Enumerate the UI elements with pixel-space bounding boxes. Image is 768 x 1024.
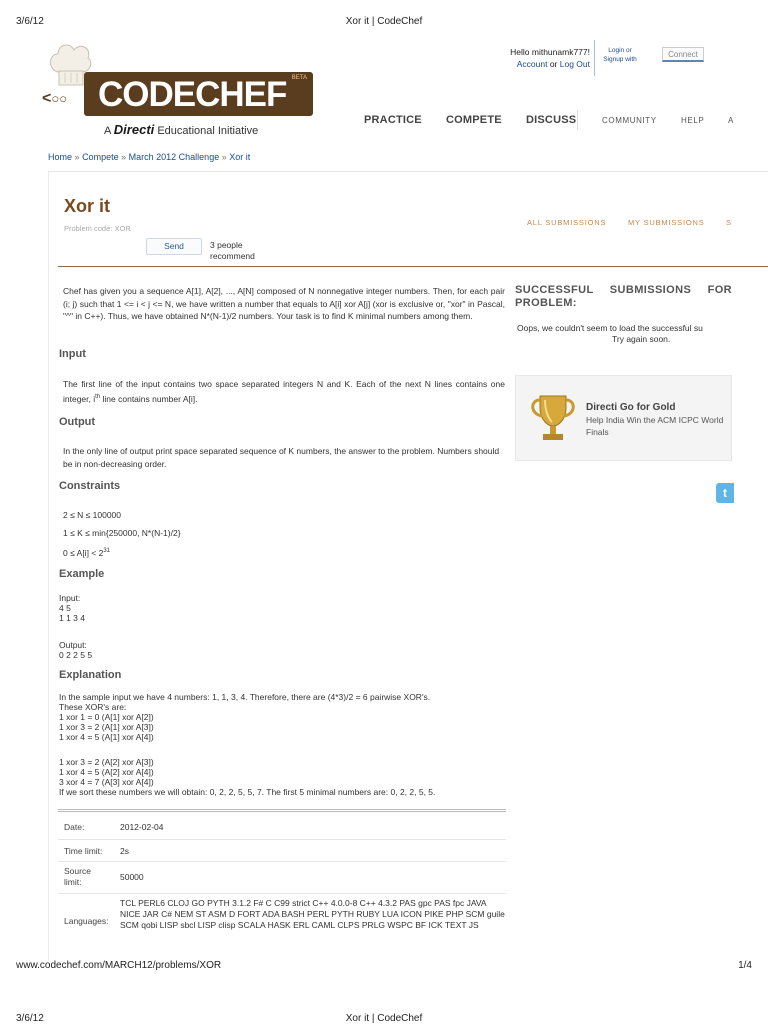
print-url: www.codechef.com/MARCH12/problems/XOR xyxy=(16,960,222,971)
time-limit-label: Time limit: xyxy=(64,846,103,856)
breadcrumb xyxy=(48,152,250,162)
date-value: 2012-02-04 xyxy=(120,822,164,832)
breadcrumb-contest[interactable]: March 2012 Challenge xyxy=(128,152,220,162)
problem-code: Problem code: XOR xyxy=(64,224,131,233)
tab-all-submissions[interactable]: ALL SUBMISSIONS xyxy=(527,218,607,227)
output-text: In the only line of output print space separated sequence of K numbers, the answer to the problem. Numbers should be in non-decreasing order. xyxy=(63,446,500,469)
successful-submissions-heading: SUCCESSFUL SUBMISSIONS FOR xyxy=(515,284,732,296)
explanation-heading: Explanation xyxy=(59,669,122,681)
connect-button[interactable]: Connect xyxy=(662,47,704,62)
info-row-source xyxy=(58,862,506,894)
gold-subtitle: Help India Win the ACM ICPC World Finals xyxy=(586,415,724,437)
logo-tagline xyxy=(104,122,258,137)
logo-text: CODECHEF xyxy=(98,75,287,114)
nav-practice[interactable]: PRACTICE xyxy=(364,114,422,126)
source-limit-value: 50000 xyxy=(120,872,144,882)
logout-link[interactable]: Log Out xyxy=(559,59,590,69)
tagline-suffix: Educational Initiative xyxy=(157,125,259,137)
successful-submissions-heading-2: PROBLEM: xyxy=(515,297,577,309)
logo-banner xyxy=(84,72,313,116)
load-error-message: Oops, we couldn't seem to load the successful su xyxy=(517,323,703,333)
greeting: Hello mithunamk777! xyxy=(510,47,590,57)
login-note xyxy=(600,46,640,64)
example-output: Output: 0 2 2 5 5 xyxy=(59,640,93,660)
print-page: 1/4 xyxy=(738,960,752,971)
nav-compete[interactable]: COMPETE xyxy=(446,114,502,126)
codechef-logo[interactable] xyxy=(42,42,307,142)
account-link[interactable]: Account xyxy=(516,59,548,69)
print-title: Xor it | CodeChef xyxy=(345,16,423,27)
logo-brackets: <○○ xyxy=(42,90,68,107)
account-divider xyxy=(594,40,595,76)
breadcrumb-sep: » xyxy=(121,152,127,162)
date-label: Date: xyxy=(64,822,85,832)
input-text-sup: th xyxy=(95,393,101,400)
nav-more[interactable]: A xyxy=(728,116,734,125)
languages-label: Languages: xyxy=(64,916,109,926)
account-or: or xyxy=(549,59,558,69)
main-nav xyxy=(364,114,768,130)
nav-help[interactable]: HELP xyxy=(681,116,705,125)
nav-divider xyxy=(577,110,578,130)
tab-more[interactable]: S xyxy=(726,218,732,227)
input-text xyxy=(63,378,505,405)
explanation-part-2: 1 xor 3 = 2 (A[2] xor A[3]) 1 xor 4 = 5 (A[2] xor A[4]) 3 xor 4 = 7 (A[3] xor A[4]) If we sort these numbers we will obtain: 0, 2, 2, 5, 5, 7. The first 5 minimal numbers are: 0, 2, 2, 5, 5. xyxy=(59,757,436,797)
breadcrumb-home[interactable]: Home xyxy=(48,152,73,162)
account-panel xyxy=(470,46,590,70)
explanation-part-1: In the sample input we have 4 numbers: 1, 1, 3, 4. Therefore, there are (4*3)/2 = 6 pairwise XOR's. These XOR's are: 1 xor 1 = 0 (A[1] xor A[2]) 1 xor 3 = 2 (A[1] xor A[3]) 1 xor 4 = 5 (A[1] xor A[4]) xyxy=(59,692,431,742)
print-header xyxy=(0,16,768,30)
twitter-icon[interactable]: t xyxy=(716,483,734,503)
print-title-next: Xor it | CodeChef xyxy=(345,1013,423,1024)
input-text-a: The first line of the input contains two space separated integers N and K. Each of the next N lines contains one integer, i xyxy=(63,379,505,404)
content-left-border xyxy=(48,171,49,961)
breadcrumb-sep: » xyxy=(221,152,227,162)
languages-value: TCL PERL6 CLOJ GO PYTH 3.1.2 F# C C99 strict C++ 4.0.0-8 C++ 4.3.2 PAS gpc PAS fpc JAVA NICE JAR C# NEM ST ASM D FORT ADA BASH PERL PYTH RUBY LUA ICON PIKE PHP SCM guile SCM qobi LISP sbcl LISP clisp SCALA HASK ERL CAML CLPS PRLG WSPC BF ICK TEXT JS xyxy=(120,898,505,930)
info-row-date xyxy=(58,814,506,840)
tagline-brand: Directi xyxy=(113,122,155,137)
info-row-time xyxy=(58,840,506,862)
constraints-heading: Constraints xyxy=(59,480,121,492)
tagline-prefix: A xyxy=(104,125,111,137)
go-for-gold-banner[interactable] xyxy=(515,375,732,461)
example-heading: Example xyxy=(59,568,105,580)
constraint-2: 1 ≤ K ≤ min{250000, N*(N-1)/2} xyxy=(63,528,181,538)
tab-my-submissions[interactable]: MY SUBMISSIONS xyxy=(628,218,705,227)
send-button[interactable]: Send xyxy=(146,238,202,255)
constraint-3-sup: 31 xyxy=(103,548,111,554)
output-heading: Output xyxy=(59,416,96,428)
print-date-next: 3/6/12 xyxy=(16,1013,44,1024)
beta-badge: BETA xyxy=(291,75,307,81)
content-top-border xyxy=(48,171,768,172)
login-note-line-1: Login or xyxy=(608,47,632,54)
input-text-b: line contains number A[i]. xyxy=(100,393,198,404)
page-title: Xor it xyxy=(64,196,111,216)
source-limit-label: Source limit: xyxy=(64,866,91,887)
constraint-3-base: 0 ≤ A[i] < 2 xyxy=(63,547,104,558)
title-rule xyxy=(58,266,768,267)
info-row-languages xyxy=(58,894,506,950)
breadcrumb-compete[interactable]: Compete xyxy=(82,152,119,162)
time-limit-value: 2s xyxy=(120,846,129,856)
input-heading: Input xyxy=(59,348,86,360)
login-note-line-2: Signup with xyxy=(603,56,637,63)
info-table-top-rule xyxy=(58,809,506,812)
breadcrumb-problem: Xor it xyxy=(229,152,251,162)
constraint-1: 2 ≤ N ≤ 100000 xyxy=(63,510,122,520)
nav-discuss[interactable]: DISCUSS xyxy=(526,114,577,126)
nav-community[interactable]: COMMUNITY xyxy=(602,116,657,125)
gold-title: Directi Go for Gold xyxy=(586,402,676,413)
constraint-3 xyxy=(63,545,505,559)
print-date: 3/6/12 xyxy=(16,16,44,27)
trophy-icon xyxy=(528,392,578,446)
breadcrumb-sep: » xyxy=(74,152,80,162)
recommend-count: 3 people recommend xyxy=(210,240,255,261)
example-input: Input: 4 5 1 1 3 4 xyxy=(59,593,85,623)
try-again-message: Try again soon. xyxy=(612,334,671,344)
problem-statement: Chef has given you a sequence A[1], A[2], ..., A[N] composed of N nonnegative integer numbers. Then, for each pair (i; j) such that 1 <= i < j <= N, we have written a number that equals to A[i] xor A[j] (xor is exclusive or, "xor" in Pascal, "^" in C++). Thus, we have obtained N*(N-1)/2 numbers. Your task is to find K minimal numbers among them. xyxy=(63,286,505,321)
